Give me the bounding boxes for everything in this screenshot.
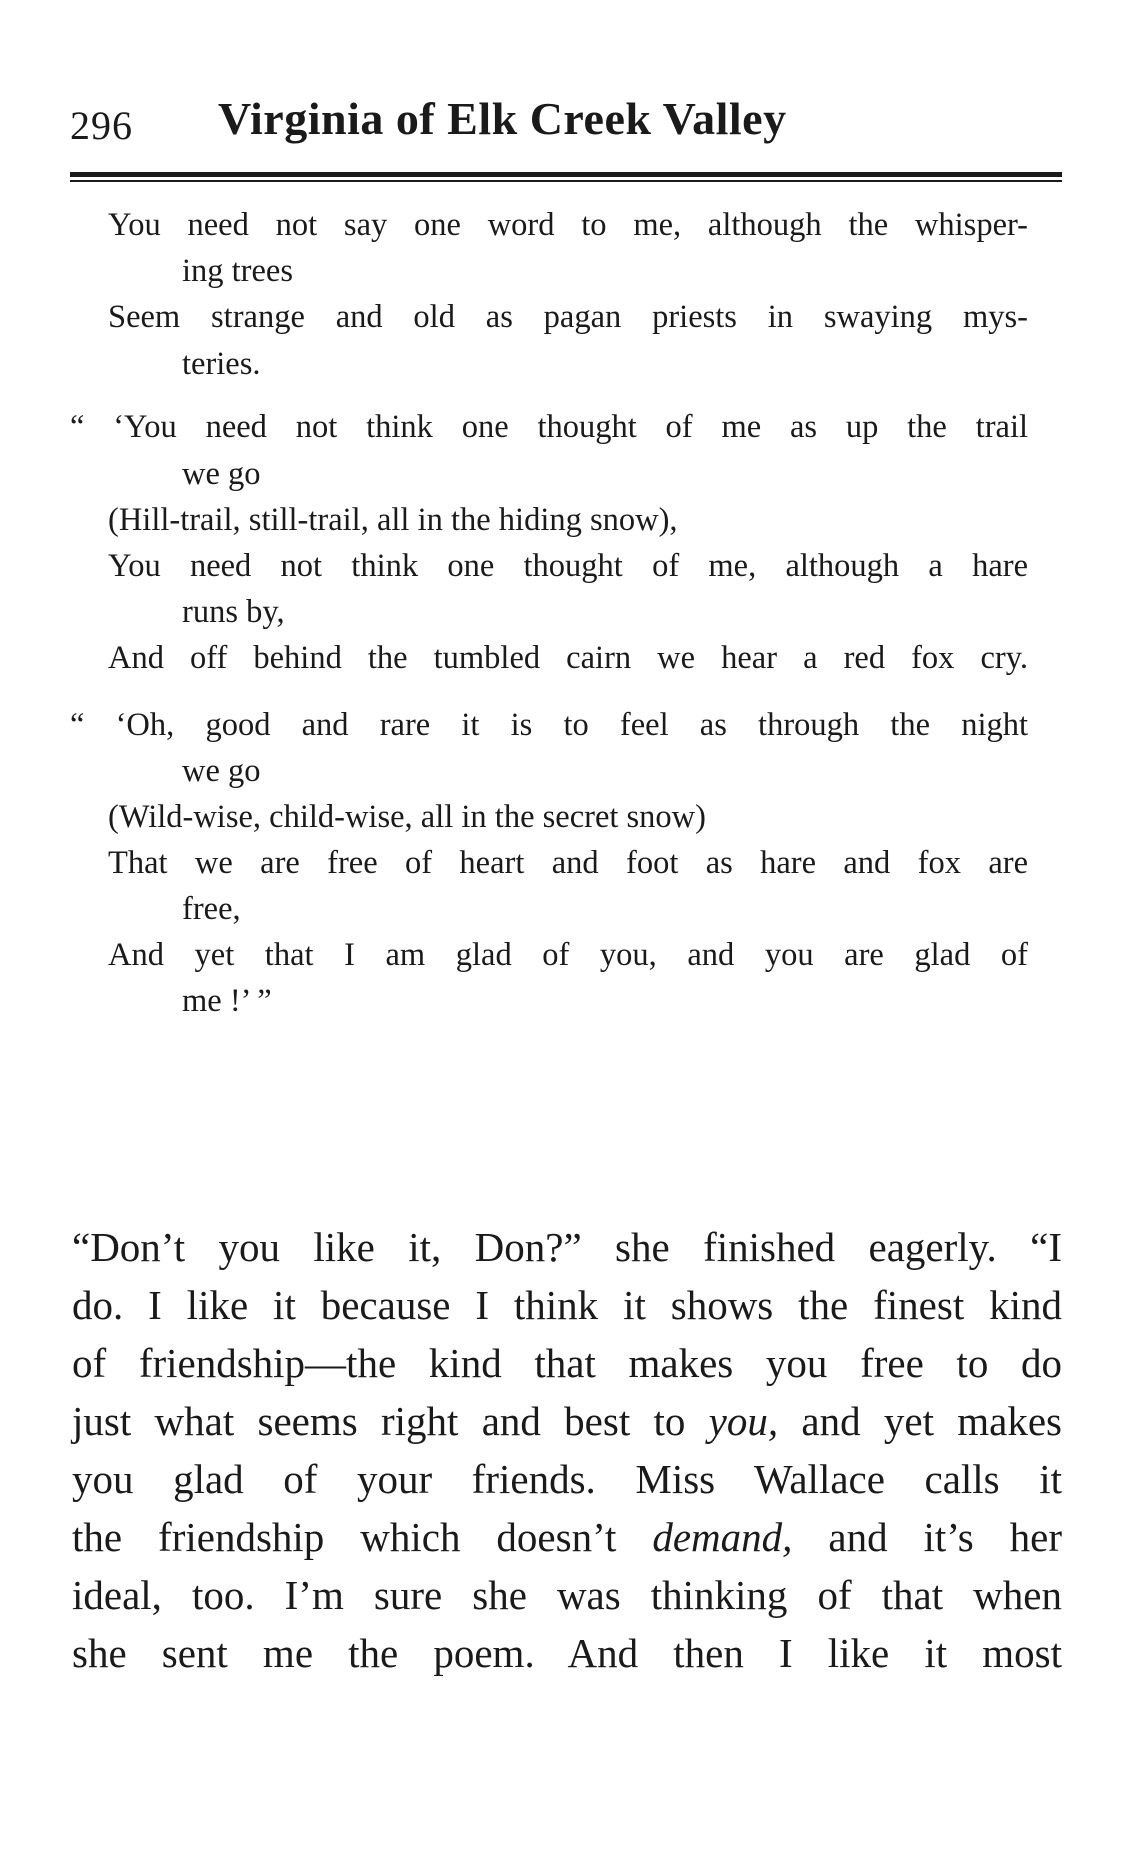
poem-line: (Hill-trail, still-trail, all in the hiding snow), [108,502,678,538]
prose-emphasis: you, [708,1398,779,1444]
poem-line: You need not say one word to me, although the whisper- [108,207,1028,243]
prose-line: ideal, too. I’m sure she was thinking of that when [72,1572,1062,1618]
prose-text: just what seems right and best to [72,1398,709,1444]
poem-line: And off behind the tumbled cairn we hear a red fox cry. [108,640,1028,676]
poem-line: runs by, [182,594,285,630]
poem-line: Seem strange and old as pagan priests in swaying mys- [108,299,1028,335]
prose-line [72,1512,1062,1562]
poem-line: teries. [182,346,261,382]
page-number: 296 [70,103,133,148]
poem-line: me !’ ” [182,983,272,1019]
poem-line: free, [182,891,241,927]
page-header [70,92,1060,162]
poem-line: (Wild-wise, child-wise, all in the secret snow) [108,799,706,835]
header-rule-thin [70,180,1062,182]
prose-line: she sent me the poem. And then I like it most [72,1630,1062,1676]
running-title: Virginia of Elk Creek Valley [218,93,787,144]
prose-line: “Don’t you like it, Don?” she finished eagerly. “I [72,1224,1062,1270]
header-rule-thick [70,172,1062,177]
poem-line: You need not think one thought of me, although a hare [108,548,1028,584]
poem-line: “ ‘Oh, good and rare it is to feel as through the night [70,707,1028,743]
prose-line: of friendship—the kind that makes you free to do [72,1340,1062,1386]
prose-line [72,1396,1062,1446]
poem-line: And yet that I am glad of you, and you are glad of [108,937,1028,973]
prose-line: you glad of your friends. Miss Wallace calls it [72,1456,1062,1502]
prose-emphasis: demand, [652,1514,793,1560]
poem-line: That we are free of heart and foot as hare and fox are [108,845,1028,881]
poem-line: ing trees [182,253,294,289]
prose-text: and yet makes [778,1398,1062,1444]
poem-line: we go [182,456,261,492]
poem-line: we go [182,753,261,789]
poem-line: “ ‘You need not think one thought of me as up the trail [70,409,1028,445]
prose-line: do. I like it because I think it shows the finest kind [72,1282,1062,1328]
prose-text: the friendship which doesn’t [72,1514,653,1560]
prose-text: and it’s her [792,1514,1062,1560]
